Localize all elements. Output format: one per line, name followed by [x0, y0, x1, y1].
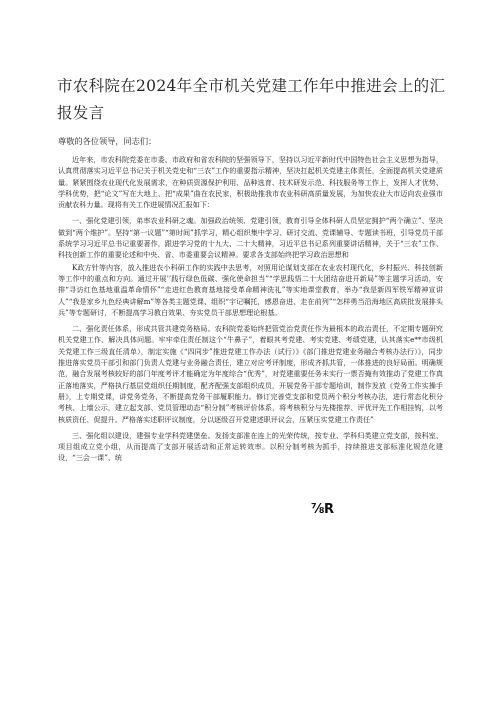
paragraph-section-2: 二、强化责任体系，形成共管共建党务格局。农科院党委始终把管党治党责任作为最根本的政治责任，不定期专题研究机关党建工作、解决具体问题。牢牢牵住责任制这个“牛鼻子”，着眼其考党建、考实党建、考绩党建，认其落实e**市级机关党建工作三级直任清单），制定实施《“四同步”推进党建工作办法（试行）》《部门推进党建业务融合考核办法行）》，同步推进落实党员干部引和部门负责人党建与业务融合责任，建立对应考评制度，形成齐抓共管，一体推进的良好局面。明确规范，融合发展考核较好的部门年度考评才能确定为年度综合“优秀”，对党建重要任务未实行一票否掩有效推动了党建工作真正落地落实，严格执行基层党组织任期制度，配齐配强支部组织成员，开展党务干部专题培训，制作发放《党务工作实操手册》，上专期党课，讲党务党务，不断提高党务干部履职能力。修订完善党支部和党员两个积分考核办法，进行常态化积分考核、上墙公示，建立起支部、党员管理动态“积分制”考核评价体系，将考核积分与先楼推荐、评优评先工作相挂钩，以考核质资任、促提升。严格落实述职评议制度，分以逐级召开党建述职评议会，压紧压实党建工作责任” [58, 324, 443, 424]
document-title: 市农科院在2024年全市机关党建工作年中推进会上的汇报发言 [57, 77, 446, 122]
paragraph-section-3: 三、强化组以建设，建强专业学科党建堡垒。发扬支部准在连上的光荣传统，按专业、学科归类建立党支部，按科室、项目组成立党小组，从而提高了支部开展活动和正常运转效率。以积分制考核为抓手，持续推进支部标准化规范化建设，“三会一课”、统 [58, 430, 443, 463]
stray-overlay-mark: ⅞R [311, 502, 334, 517]
document-body [58, 154, 443, 469]
paragraph-section-1-cont: K政方针等内容，放入推进农小科研工作的实践中去思考，对照用论谋划支部在农业农村现代化，乡村振兴、科技创新等工作中的重点和方向。通过开展’’践行绿色低碳、强化使命担当”“学思践悟二十大团结奋进开新局”等主题学习活动，安排“寻访红色基地重温革命情怀”“走进红色教育基地接受革命精神洗礼”等实地课堂教育，举办“我是新四军铁军精神宣讲人”“我是家乡九色经典讲解m”等各类主题党课、组织“宇记嘱托，感恩奋进、走在前列”“怎样勇当沿海地区高质批发展排头兵”等专题研讨，不断提高学习教白效果、夯实党员干部思想理论根基。 [58, 262, 443, 317]
paragraph-section-1: 一、强化党建引领，弟率农业科研之魂。加强政治统领、党建引领，教育引导全体科研人员坚定拥护“两个确立”、坚决做到“两个维护”。坚持“第一议题”“第时间”抓学习，精心组织集中学习、研讨交流、党课辅导、专题读书班，引导党员干部系统学习习近平总书记重要著作，跟进学习党的十九大、二十大精神，习近平总书记系列重要讲话精神，关于“三农”工作、科技创新工作的重要论述和中央、省、市委重要会议精神。要求各支部始终把学习政治思想和 [58, 216, 443, 260]
paragraph-intro: 近年来，市农科院党委在市委、市政府和省农科院的坚强领导下，坚持以习近平新时代中国特色社会主义思想为指导，认真贯彻落实习近平总书记关于机关党史和“三农”工作的重要指示精神，坚决扛起机关党建主体责任，全面提高机关党建质量。紧紧围绕农业现代化发展需求，在种质资源保护利用、品种选育、技术研发示范、科技服务等工作上，发挥人才优势、学科优势，把“论文”写在大地上、把“成果”曲在农民家，积极助推我市农业科研高质量发展，为加快农业大市迈向农业强市贡献农科力量。现将有关工作进展情况汇报如下： [58, 155, 443, 210]
salutation: 尊敬的各位领导，同志们： [58, 136, 157, 146]
